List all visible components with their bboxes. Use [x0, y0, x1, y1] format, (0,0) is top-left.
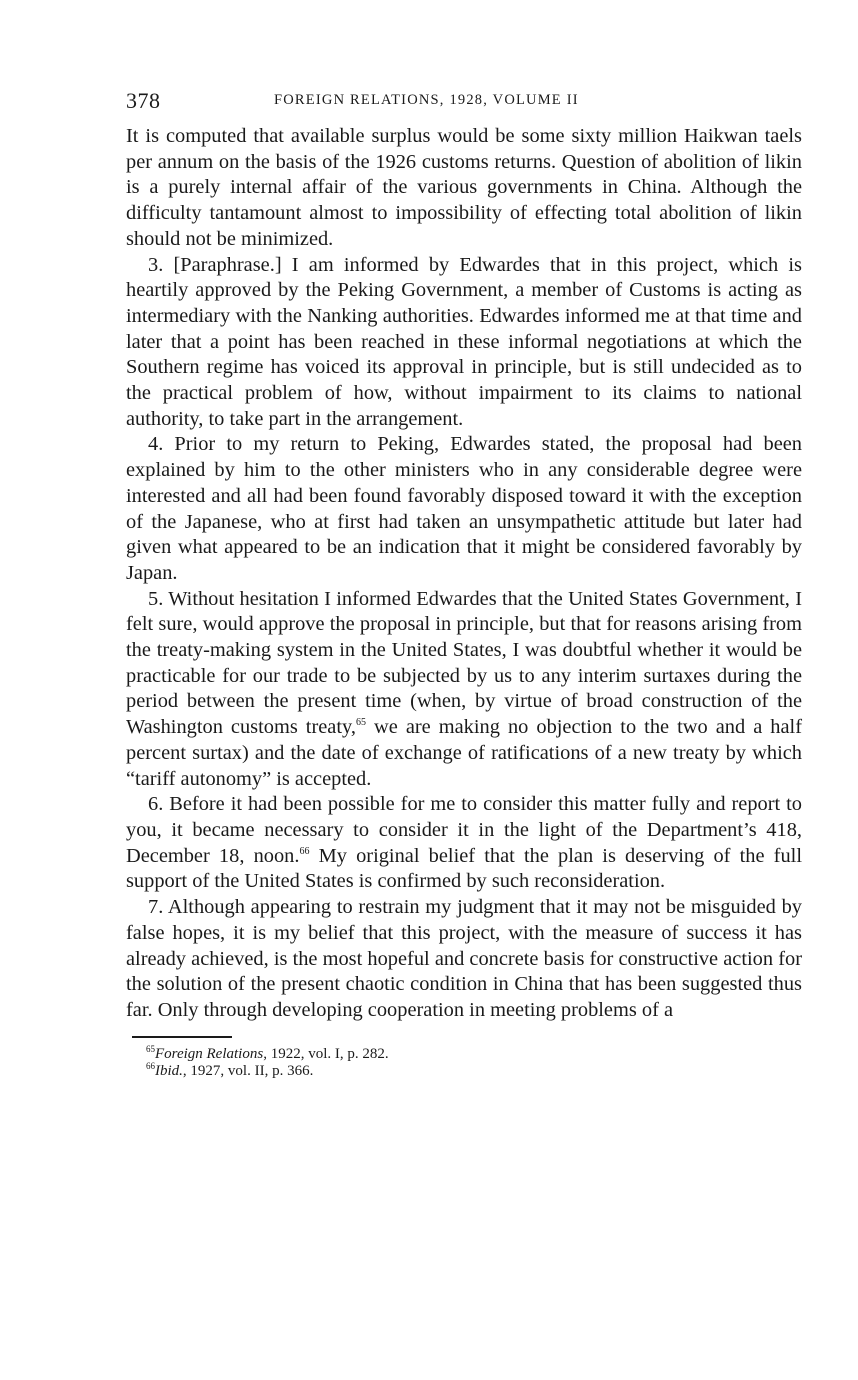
footnote-ref-66: 66 [299, 845, 310, 857]
paragraph-5 [126, 587, 802, 793]
footnote-ref-65: 65 [356, 717, 366, 729]
page-number: 378 [126, 88, 161, 113]
paragraph-7: 7. Although appearing to restrain my judgment that it may not be misguided by false hopes, it is my belief that this project, with the measure of success it has already achieved, is the most hopeful and concrete basis for constructive action for the solution of the present chaotic condition in China that has been suggested thus far. Only through developing cooperation in meeting problems of a [126, 896, 802, 1021]
paragraph-6-text-b: My original belief that the plan is deserving of the full support of the United States is confirmed by such reconsideration. [126, 844, 802, 893]
footnote-mark: 65 [146, 1043, 155, 1054]
footnote-title: Foreign Relations [155, 1045, 264, 1062]
document-page [126, 88, 802, 1080]
footnote-mark: 66 [146, 1060, 155, 1071]
footnote-text: , 1922, vol. I, p. 282. [263, 1045, 389, 1062]
footnote-divider [132, 1036, 232, 1038]
paragraph-6-text-a: 6. Before it had been possible for me to consider this matter fully and report to you, it became necessary to consider it in the light of the Department’s 418, December 18, noon. [126, 793, 802, 867]
body-text [126, 124, 802, 1024]
paragraph-6 [126, 792, 802, 895]
running-title: FOREIGN RELATIONS, 1928, VOLUME II [274, 92, 579, 108]
footnote-text: , 1927, vol. II, p. 366. [182, 1062, 314, 1079]
paragraph-continued: It is computed that available surplus would be some sixty million Haikwan taels per annum on the basis of the 1926 customs returns. Question of abolition of likin is a purely internal affair of the various governments in China. Although the difficulty tantamount almost to impossibility of effecting total abolition of likin should not be minimized. [126, 125, 802, 250]
footnote-title: Ibid. [155, 1062, 183, 1079]
running-head [126, 88, 802, 118]
paragraph-4: 4. Prior to my return to Peking, Edwardes stated, the proposal had been explained by him to the other ministers who in any considerable degree were interested and all had been found favorably disposed toward it with the exception of the Japanese, who at first had taken an unsympathetic attitude but later had given what appeared to be an indication that it might be considered favorably by Japan. [126, 433, 802, 584]
footnote-66 [146, 1060, 802, 1080]
paragraph-5-text-a: 5. Without hesitation I informed Edwardes that the United States Government, I felt sure, would approve the proposal in principle, but that for reasons arising from the treaty-making system in the United States, I was doubtful whether it would be practicable for our trade to be subjected by us to any interim surtaxes during the period between the present time (when, by virtue of broad construction of the Washington customs treaty, [126, 587, 802, 739]
footnotes [146, 1043, 802, 1080]
footnote-65 [146, 1043, 802, 1063]
paragraph-5-text-b: we are making no objection to the two and a half percent surtax) and the date of exchange of ratifications of a new treaty by which “tariff autonomy” is accepted. [126, 716, 802, 790]
paragraph-3: 3. [Paraphrase.] I am informed by Edwardes that in this project, which is heartily approved by the Peking Government, a member of Customs is acting as intermediary with the Nanking authorities. Edwardes informed me at that time and later that a point has been reached in these informal negotiations at which the Southern regime has voiced its approval in principle, but is still undecided as to the practical problem of how, without impairment to its claims to national authority, to take part in the arrangement. [126, 253, 802, 430]
